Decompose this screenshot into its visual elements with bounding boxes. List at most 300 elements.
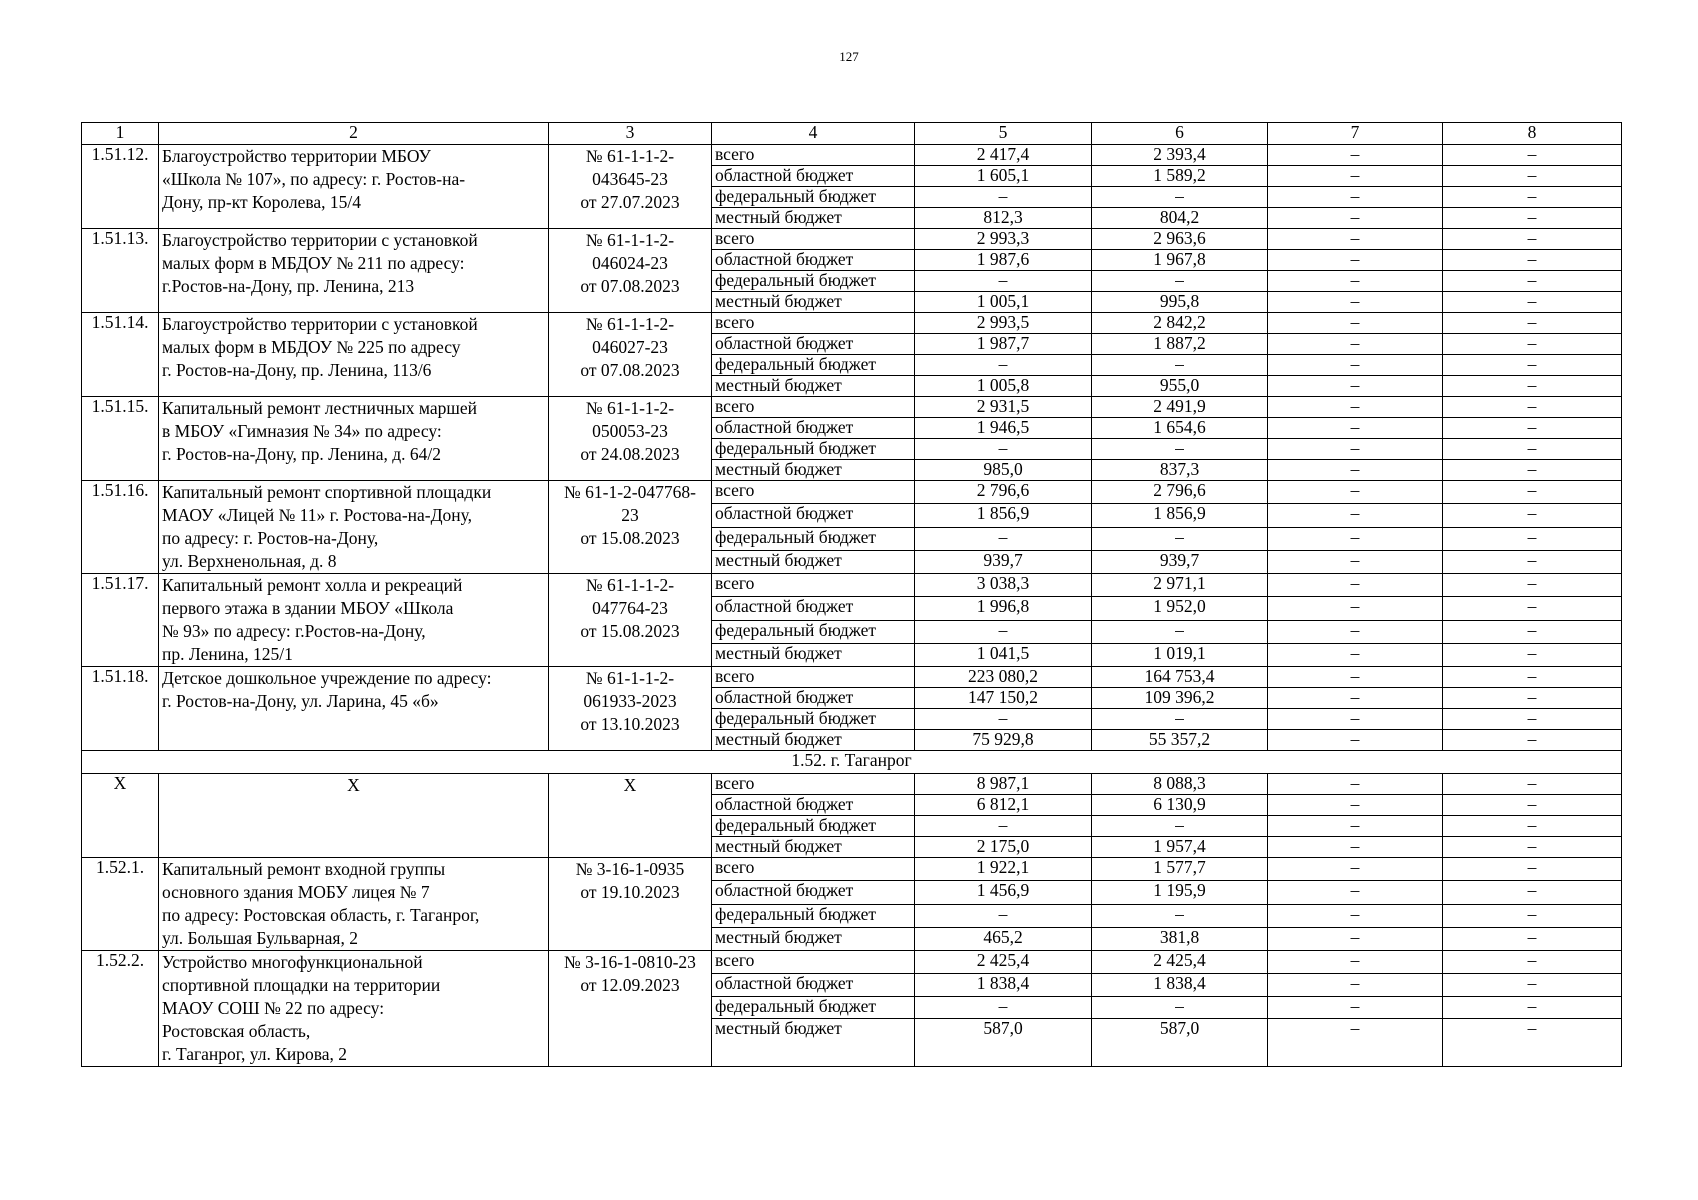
dash-mark: –: [1350, 249, 1360, 269]
value-col-6: 109 396,2: [1092, 688, 1268, 709]
value-col-7: [1268, 187, 1443, 208]
value-col-5: 3 038,3: [915, 574, 1092, 597]
budget-label: областной бюджет: [712, 973, 915, 996]
value-col-7: [1268, 460, 1443, 481]
dash-mark: –: [1527, 794, 1537, 814]
item-name: [159, 229, 549, 313]
item-number: 1.51.15.: [82, 397, 159, 481]
item-name-line: Детское дошкольное учреждение по адресу:: [162, 668, 492, 688]
budget-label: федеральный бюджет: [712, 271, 915, 292]
table-row: [82, 145, 1622, 166]
item-name-line: г. Ростов-на-Дону, пр. Ленина, д. 64/2: [162, 444, 441, 464]
dash-mark: –: [1350, 459, 1360, 479]
item-name-line: г. Ростов-на-Дону, пр. Ленина, 113/6: [162, 360, 432, 380]
budget-label: областной бюджет: [712, 504, 915, 527]
value-col-8: [1443, 313, 1622, 334]
value-col-5: 2 993,3: [915, 229, 1092, 250]
value-col-5: 587,0: [915, 1019, 1092, 1067]
dash-mark: –: [1350, 927, 1360, 947]
table-body: [82, 145, 1622, 1067]
budget-label: всего: [712, 667, 915, 688]
document-reference-line: 046027-23: [592, 337, 668, 357]
dash-mark: –: [1350, 996, 1360, 1016]
value-col-6: 1 589,2: [1092, 166, 1268, 187]
value-col-8: [1443, 376, 1622, 397]
item-name: [159, 667, 549, 751]
value-col-6: 2 425,4: [1092, 951, 1268, 974]
value-col-8: [1443, 292, 1622, 313]
value-col-8: [1443, 166, 1622, 187]
dash-mark: –: [1350, 527, 1360, 547]
value-col-6: 1 019,1: [1092, 643, 1268, 666]
item-name-line: Капитальный ремонт входной группы: [162, 859, 446, 879]
dash-mark: –: [1350, 312, 1360, 332]
value-col-7: [1268, 1019, 1443, 1067]
item-name-line: МАОУ СОШ № 22 по адресу:: [162, 998, 385, 1018]
budget-label: местный бюджет: [712, 292, 915, 313]
value-col-7: [1268, 774, 1443, 795]
item-name: [159, 481, 549, 574]
item-name-line: Ростовская область,: [162, 1021, 311, 1041]
budget-label: местный бюджет: [712, 643, 915, 666]
value-col-7: [1268, 397, 1443, 418]
item-name-line: г.Ростов-на-Дону, пр. Ленина, 213: [162, 276, 415, 296]
budget-label: областной бюджет: [712, 166, 915, 187]
budget-label: всего: [712, 574, 915, 597]
dash-mark: –: [1350, 438, 1360, 458]
item-name-line: спортивной площадки на территории: [162, 975, 441, 995]
table-row: [82, 774, 1622, 795]
item-name: [159, 858, 549, 951]
value-col-6: 2 971,1: [1092, 574, 1268, 597]
document-reference-line: от 12.09.2023: [580, 975, 680, 995]
dash-mark: –: [1527, 417, 1537, 437]
document-reference-line: № 61-1-1-2-: [585, 398, 675, 418]
item-name: [159, 574, 549, 667]
value-col-8: [1443, 208, 1622, 229]
dash-mark: –: [1527, 836, 1537, 856]
value-col-5: 1 838,4: [915, 973, 1092, 996]
value-col-8: [1443, 858, 1622, 881]
document-reference: [549, 397, 712, 481]
budget-label: всего: [712, 858, 915, 881]
value-col-8: [1443, 527, 1622, 550]
value-col-5: 812,3: [915, 208, 1092, 229]
dash-mark: –: [1527, 973, 1537, 993]
dash-mark: –: [1350, 1018, 1360, 1039]
budget-label: федеральный бюджет: [712, 996, 915, 1019]
value-col-5: –: [915, 355, 1092, 376]
budget-label: областной бюджет: [712, 597, 915, 620]
budget-label: всего: [712, 313, 915, 334]
item-name-line: г. Таганрог, ул. Кирова, 2: [162, 1044, 348, 1064]
table-row: [82, 313, 1622, 334]
table-row: [82, 667, 1622, 688]
item-name-line: Капитальный ремонт холла и рекреаций: [162, 575, 463, 595]
value-col-7: [1268, 574, 1443, 597]
value-col-7: [1268, 667, 1443, 688]
dash-mark: –: [1527, 144, 1537, 164]
item-name: [159, 397, 549, 481]
dash-mark: –: [1350, 904, 1360, 924]
value-col-6: 1 577,7: [1092, 858, 1268, 881]
value-col-6: –: [1092, 620, 1268, 643]
item-name-line: X: [347, 775, 360, 795]
value-col-6: 55 357,2: [1092, 730, 1268, 751]
item-name: [159, 313, 549, 397]
budget-label: местный бюджет: [712, 730, 915, 751]
value-col-6: 2 963,6: [1092, 229, 1268, 250]
value-col-5: 1 005,8: [915, 376, 1092, 397]
dash-mark: –: [1350, 186, 1360, 206]
budget-label: всего: [712, 145, 915, 166]
value-col-8: [1443, 229, 1622, 250]
dash-mark: –: [1527, 708, 1537, 728]
column-header-3: 3: [549, 123, 712, 145]
table-row: [82, 397, 1622, 418]
value-col-6: 8 088,3: [1092, 774, 1268, 795]
value-col-5: 1 005,1: [915, 292, 1092, 313]
value-col-8: [1443, 187, 1622, 208]
value-col-7: [1268, 250, 1443, 271]
item-name: [159, 774, 549, 858]
dash-mark: –: [1527, 375, 1537, 395]
dash-mark: –: [1350, 417, 1360, 437]
dash-mark: –: [1527, 620, 1537, 640]
value-col-6: 2 842,2: [1092, 313, 1268, 334]
value-col-8: [1443, 397, 1622, 418]
dash-mark: –: [1350, 708, 1360, 728]
value-col-7: [1268, 313, 1443, 334]
document-reference-line: от 19.10.2023: [580, 882, 680, 902]
value-col-5: 465,2: [915, 927, 1092, 950]
budget-label: всего: [712, 951, 915, 974]
dash-mark: –: [1527, 904, 1537, 924]
item-name-line: малых форм в МБДОУ № 211 по адресу:: [162, 253, 465, 273]
value-col-5: 2 796,6: [915, 481, 1092, 504]
value-col-7: [1268, 951, 1443, 974]
value-col-8: [1443, 1019, 1622, 1067]
value-col-8: [1443, 418, 1622, 439]
value-col-6: 939,7: [1092, 550, 1268, 573]
value-col-7: [1268, 858, 1443, 881]
item-name-line: Дону, пр-кт Королева, 15/4: [162, 192, 362, 212]
dash-mark: –: [1350, 666, 1360, 686]
dash-mark: –: [1350, 396, 1360, 416]
item-name-line: Капитальный ремонт спортивной площадки: [162, 482, 492, 502]
column-header-1: 1: [82, 123, 159, 145]
budget-label: федеральный бюджет: [712, 904, 915, 927]
item-number: 1.51.13.: [82, 229, 159, 313]
column-header-7: 7: [1268, 123, 1443, 145]
value-col-6: –: [1092, 709, 1268, 730]
document-reference-line: 047764-23: [592, 598, 668, 618]
document-reference-line: 043645-23: [592, 169, 668, 189]
value-col-8: [1443, 795, 1622, 816]
value-col-6: 2 393,4: [1092, 145, 1268, 166]
document-reference-line: 050053-23: [592, 421, 668, 441]
item-name-line: № 93» по адресу: г.Ростов-на-Дону,: [162, 621, 426, 641]
value-col-5: 1 456,9: [915, 881, 1092, 904]
value-col-6: 6 130,9: [1092, 795, 1268, 816]
value-col-7: [1268, 229, 1443, 250]
document-reference-line: № 61-1-1-2-: [585, 230, 675, 250]
dash-mark: –: [1350, 973, 1360, 993]
value-col-8: [1443, 620, 1622, 643]
item-name-line: в МБОУ «Гимназия № 34» по адресу:: [162, 421, 442, 441]
dash-mark: –: [1527, 729, 1537, 749]
document-reference-line: 046024-23: [592, 253, 668, 273]
dash-mark: –: [1350, 354, 1360, 374]
value-col-5: 1 856,9: [915, 504, 1092, 527]
value-col-8: [1443, 355, 1622, 376]
dash-mark: –: [1527, 333, 1537, 353]
item-number: 1.51.18.: [82, 667, 159, 751]
value-col-5: –: [915, 527, 1092, 550]
dash-mark: –: [1527, 666, 1537, 686]
column-header-4: 4: [712, 123, 915, 145]
document-reference: [549, 667, 712, 751]
dash-mark: –: [1527, 815, 1537, 835]
value-col-7: [1268, 376, 1443, 397]
item-name-line: МАОУ «Лицей № 11» г. Ростова-на-Дону,: [162, 505, 473, 525]
value-col-7: [1268, 334, 1443, 355]
value-col-6: 995,8: [1092, 292, 1268, 313]
item-name-line: ул. Верхненольная, д. 8: [162, 551, 337, 571]
dash-mark: –: [1527, 687, 1537, 707]
dash-mark: –: [1350, 596, 1360, 617]
budget-label: федеральный бюджет: [712, 527, 915, 550]
value-col-5: 985,0: [915, 460, 1092, 481]
dash-mark: –: [1350, 333, 1360, 353]
dash-mark: –: [1350, 207, 1360, 227]
dash-mark: –: [1527, 207, 1537, 227]
value-col-6: 2 796,6: [1092, 481, 1268, 504]
dash-mark: –: [1350, 291, 1360, 311]
value-col-6: 1 957,4: [1092, 837, 1268, 858]
dash-mark: –: [1350, 503, 1360, 524]
dash-mark: –: [1527, 480, 1537, 500]
budget-label: всего: [712, 229, 915, 250]
value-col-6: 1 856,9: [1092, 504, 1268, 527]
dash-mark: –: [1350, 620, 1360, 640]
document-reference: [549, 574, 712, 667]
section-title: 1.52. г. Таганрог: [82, 751, 1622, 774]
value-col-6: 164 753,4: [1092, 667, 1268, 688]
value-col-8: [1443, 597, 1622, 620]
value-col-8: [1443, 574, 1622, 597]
document-reference-line: X: [623, 775, 637, 795]
value-col-5: 2 417,4: [915, 145, 1092, 166]
table-row: [82, 858, 1622, 881]
budget-label: всего: [712, 774, 915, 795]
item-name-line: г. Ростов-на-Дону, ул. Ларина, 45 «б»: [162, 691, 439, 711]
value-col-7: [1268, 730, 1443, 751]
item-name-line: Устройство многофункциональной: [162, 952, 423, 972]
budget-label: областной бюджет: [712, 250, 915, 271]
document-reference-line: от 15.08.2023: [580, 528, 680, 548]
value-col-8: [1443, 730, 1622, 751]
budget-label: федеральный бюджет: [712, 439, 915, 460]
item-name-line: Капитальный ремонт лестничных маршей: [162, 398, 478, 418]
table-row: [82, 481, 1622, 504]
document-reference-line: 061933-2023: [583, 691, 677, 711]
dash-mark: –: [1527, 773, 1537, 793]
budget-label: местный бюджет: [712, 1019, 915, 1067]
document-reference: [549, 145, 712, 229]
document-reference-line: № 61-1-1-2-: [585, 668, 675, 688]
budget-label: федеральный бюджет: [712, 620, 915, 643]
value-col-6: 1 967,8: [1092, 250, 1268, 271]
document-reference-line: от 07.08.2023: [580, 360, 680, 380]
document-reference: [549, 858, 712, 951]
value-col-7: [1268, 837, 1443, 858]
value-col-7: [1268, 597, 1443, 620]
budget-label: федеральный бюджет: [712, 187, 915, 208]
budget-label: местный бюджет: [712, 376, 915, 397]
value-col-7: [1268, 292, 1443, 313]
document-reference-line: № 3-16-1-0810-23: [564, 952, 696, 972]
value-col-7: [1268, 816, 1443, 837]
budget-label: областной бюджет: [712, 881, 915, 904]
item-name-line: Благоустройство территории с установкой: [162, 230, 478, 250]
column-header-row: [82, 123, 1622, 145]
item-number: 1.51.17.: [82, 574, 159, 667]
document-reference-line: № 61-1-1-2-: [585, 575, 675, 595]
value-col-5: 75 929,8: [915, 730, 1092, 751]
value-col-7: [1268, 620, 1443, 643]
value-col-7: [1268, 996, 1443, 1019]
value-col-6: –: [1092, 271, 1268, 292]
value-col-5: 1 605,1: [915, 166, 1092, 187]
value-col-8: [1443, 774, 1622, 795]
table-row: [82, 951, 1622, 974]
item-name-line: Благоустройство территории МБОУ: [162, 146, 431, 166]
dash-mark: –: [1350, 480, 1360, 500]
value-col-8: [1443, 334, 1622, 355]
item-number: 1.51.14.: [82, 313, 159, 397]
dash-mark: –: [1527, 312, 1537, 332]
dash-mark: –: [1350, 687, 1360, 707]
value-col-6: –: [1092, 355, 1268, 376]
value-col-5: 6 812,1: [915, 795, 1092, 816]
value-col-7: [1268, 208, 1443, 229]
value-col-5: –: [915, 439, 1092, 460]
budget-label: областной бюджет: [712, 418, 915, 439]
value-col-7: [1268, 439, 1443, 460]
dash-mark: –: [1350, 729, 1360, 749]
item-name-line: по адресу: Ростовская область, г. Таганрог,: [162, 905, 480, 925]
dash-mark: –: [1350, 815, 1360, 835]
budget-label: областной бюджет: [712, 795, 915, 816]
column-header-8: 8: [1443, 123, 1622, 145]
column-header-5: 5: [915, 123, 1092, 145]
dash-mark: –: [1350, 375, 1360, 395]
dash-mark: –: [1527, 880, 1537, 901]
document-reference-line: от 07.08.2023: [580, 276, 680, 296]
budget-label: федеральный бюджет: [712, 355, 915, 376]
document-reference: [549, 229, 712, 313]
budget-label: областной бюджет: [712, 334, 915, 355]
dash-mark: –: [1350, 165, 1360, 185]
value-col-5: –: [915, 904, 1092, 927]
value-col-6: 1 838,4: [1092, 973, 1268, 996]
item-name-line: по адресу: г. Ростов-на-Дону,: [162, 528, 379, 548]
value-col-7: [1268, 145, 1443, 166]
item-name-line: малых форм в МБДОУ № 225 по адресу: [162, 337, 461, 357]
value-col-8: [1443, 250, 1622, 271]
value-col-7: [1268, 527, 1443, 550]
value-col-7: [1268, 550, 1443, 573]
value-col-6: 837,3: [1092, 460, 1268, 481]
budget-label: всего: [712, 481, 915, 504]
value-col-6: 2 491,9: [1092, 397, 1268, 418]
value-col-7: [1268, 418, 1443, 439]
value-col-5: 2 175,0: [915, 837, 1092, 858]
dash-mark: –: [1350, 773, 1360, 793]
document-reference: [549, 774, 712, 858]
value-col-6: 1 195,9: [1092, 881, 1268, 904]
dash-mark: –: [1350, 573, 1360, 593]
value-col-7: [1268, 643, 1443, 666]
budget-label: местный бюджет: [712, 208, 915, 229]
item-name: [159, 951, 549, 1067]
value-col-5: –: [915, 187, 1092, 208]
dash-mark: –: [1527, 459, 1537, 479]
dash-mark: –: [1527, 270, 1537, 290]
value-col-5: –: [915, 271, 1092, 292]
value-col-8: [1443, 439, 1622, 460]
value-col-5: 1 946,5: [915, 418, 1092, 439]
dash-mark: –: [1527, 1018, 1537, 1039]
value-col-8: [1443, 667, 1622, 688]
value-col-6: 804,2: [1092, 208, 1268, 229]
document-reference-line: № 61-1-2-047768-: [564, 482, 696, 502]
item-number: 1.52.1.: [82, 858, 159, 951]
dash-mark: –: [1350, 643, 1360, 663]
dash-mark: –: [1350, 836, 1360, 856]
value-col-6: –: [1092, 904, 1268, 927]
value-col-6: 1 952,0: [1092, 597, 1268, 620]
document-reference-line: № 61-1-1-2-: [585, 146, 675, 166]
document-reference-line: № 3-16-1-0935: [575, 859, 685, 879]
dash-mark: –: [1527, 228, 1537, 248]
document-reference-line: от 24.08.2023: [580, 444, 680, 464]
value-col-7: [1268, 481, 1443, 504]
dash-mark: –: [1350, 144, 1360, 164]
budget-label: местный бюджет: [712, 550, 915, 573]
budget-label: федеральный бюджет: [712, 709, 915, 730]
document-reference-line: от 13.10.2023: [580, 714, 680, 734]
value-col-8: [1443, 460, 1622, 481]
dash-mark: –: [1350, 228, 1360, 248]
value-col-5: 147 150,2: [915, 688, 1092, 709]
page-number: 127: [839, 49, 859, 64]
dash-mark: –: [1527, 249, 1537, 269]
value-col-8: [1443, 643, 1622, 666]
dash-mark: –: [1350, 550, 1360, 570]
document-reference: [549, 951, 712, 1067]
budget-label: всего: [712, 397, 915, 418]
item-name: [159, 145, 549, 229]
value-col-8: [1443, 881, 1622, 904]
value-col-8: [1443, 550, 1622, 573]
dash-mark: –: [1527, 857, 1537, 877]
budget-table: [81, 122, 1622, 1067]
dash-mark: –: [1527, 573, 1537, 593]
dash-mark: –: [1350, 950, 1360, 970]
budget-label: областной бюджет: [712, 688, 915, 709]
